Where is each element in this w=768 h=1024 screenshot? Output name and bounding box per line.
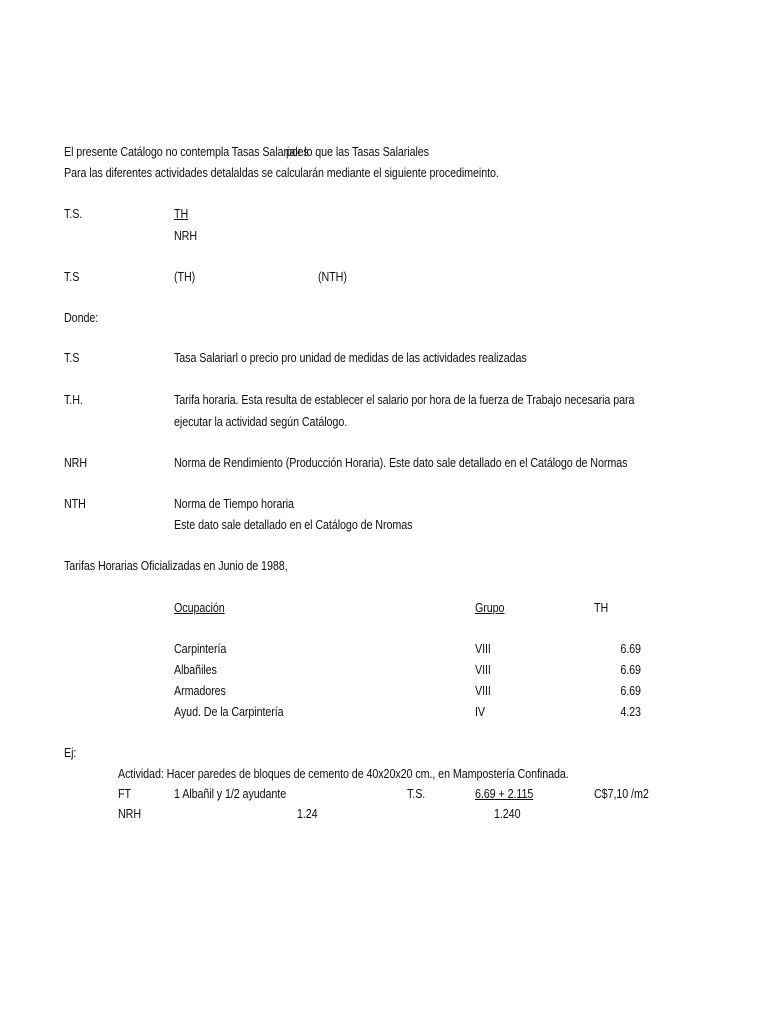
example-nrh-value: 1.24 xyxy=(297,807,318,821)
definition-text: Tarifa horaria. Esta resulta de establecer el salario por hora de la fuerza de Trabajo necesaria para xyxy=(174,393,635,407)
intro-line1b: por lo que las Tasas Salariales xyxy=(286,145,429,159)
table-row-group: IV xyxy=(475,705,485,719)
definition-text: Norma de Tiempo horaria xyxy=(174,497,294,511)
formula2-term2: (NTH) xyxy=(318,270,347,284)
donde-label: Donde: xyxy=(64,311,99,325)
table-row-group: VIII xyxy=(475,663,491,677)
example-label: Ej: xyxy=(64,746,77,760)
example-nrh-label: NRH xyxy=(118,807,142,821)
table-row-th: 6.69 xyxy=(620,663,641,677)
formula2-label: T.S xyxy=(64,270,80,284)
table-header-group: Grupo xyxy=(475,601,505,615)
definition-term: NRH xyxy=(64,456,88,470)
table-row-group: VIII xyxy=(475,642,491,656)
tarifas-title: Tarifas Horarias Oficializadas en Junio de 1988, xyxy=(64,559,288,573)
definition-text: Tasa Salariarl o precio pro unidad de medidas de las actividades realizadas xyxy=(174,351,527,365)
formula1-denominator: NRH xyxy=(174,229,198,243)
table-row-th: 4.23 xyxy=(620,705,641,719)
definition-text: ejecutar la actividad según Catálogo. xyxy=(174,415,348,429)
table-row-group: VIII xyxy=(475,684,491,698)
table-row-th: 6.69 xyxy=(620,684,641,698)
table-row-occupation: Carpintería xyxy=(174,642,227,656)
example-ts-label: T.S. xyxy=(407,787,426,801)
example-ft-value: 1 Albañil y 1/2 ayudante xyxy=(174,787,287,801)
definition-term: NTH xyxy=(64,497,86,511)
table-header-th: TH xyxy=(594,601,609,615)
formula1-numerator: TH xyxy=(174,207,189,221)
table-row-occupation: Albañiles xyxy=(174,663,217,677)
example-ts-result: C$7,10 /m2 xyxy=(594,787,649,801)
formula1-label: T.S. xyxy=(64,207,83,221)
example-ts-denominator: 1.240 xyxy=(494,807,521,821)
table-row-th: 6.69 xyxy=(620,642,641,656)
table-row-occupation: Ayud. De la Carpintería xyxy=(174,705,284,719)
table-row-occupation: Armadores xyxy=(174,684,226,698)
intro-line1a: El presente Catálogo no contempla Tasas Salariales xyxy=(64,145,309,159)
intro-line2: Para las diferentes actividades detalaldas se calcularán mediante el siguiente procedimeinto. xyxy=(64,166,499,180)
definition-term: T.S xyxy=(64,351,80,365)
example-activity: Actividad: Hacer paredes de bloques de cemento de 40x20x20 cm., en Mampostería Confinada. xyxy=(118,767,569,781)
example-ts-numerator: 6.69 + 2.115 xyxy=(475,787,534,801)
formula2-term1: (TH) xyxy=(174,270,196,284)
definition-term: T.H. xyxy=(64,393,83,407)
definition-text: Norma de Rendimiento (Producción Horaria). Este dato sale detallado en el Catálogo de Normas xyxy=(174,456,628,470)
definition-text: Este dato sale detallado en el Catálogo de Nromas xyxy=(174,518,413,532)
example-ft-label: FT xyxy=(118,787,131,801)
table-header-occupation: Ocupación xyxy=(174,601,225,615)
